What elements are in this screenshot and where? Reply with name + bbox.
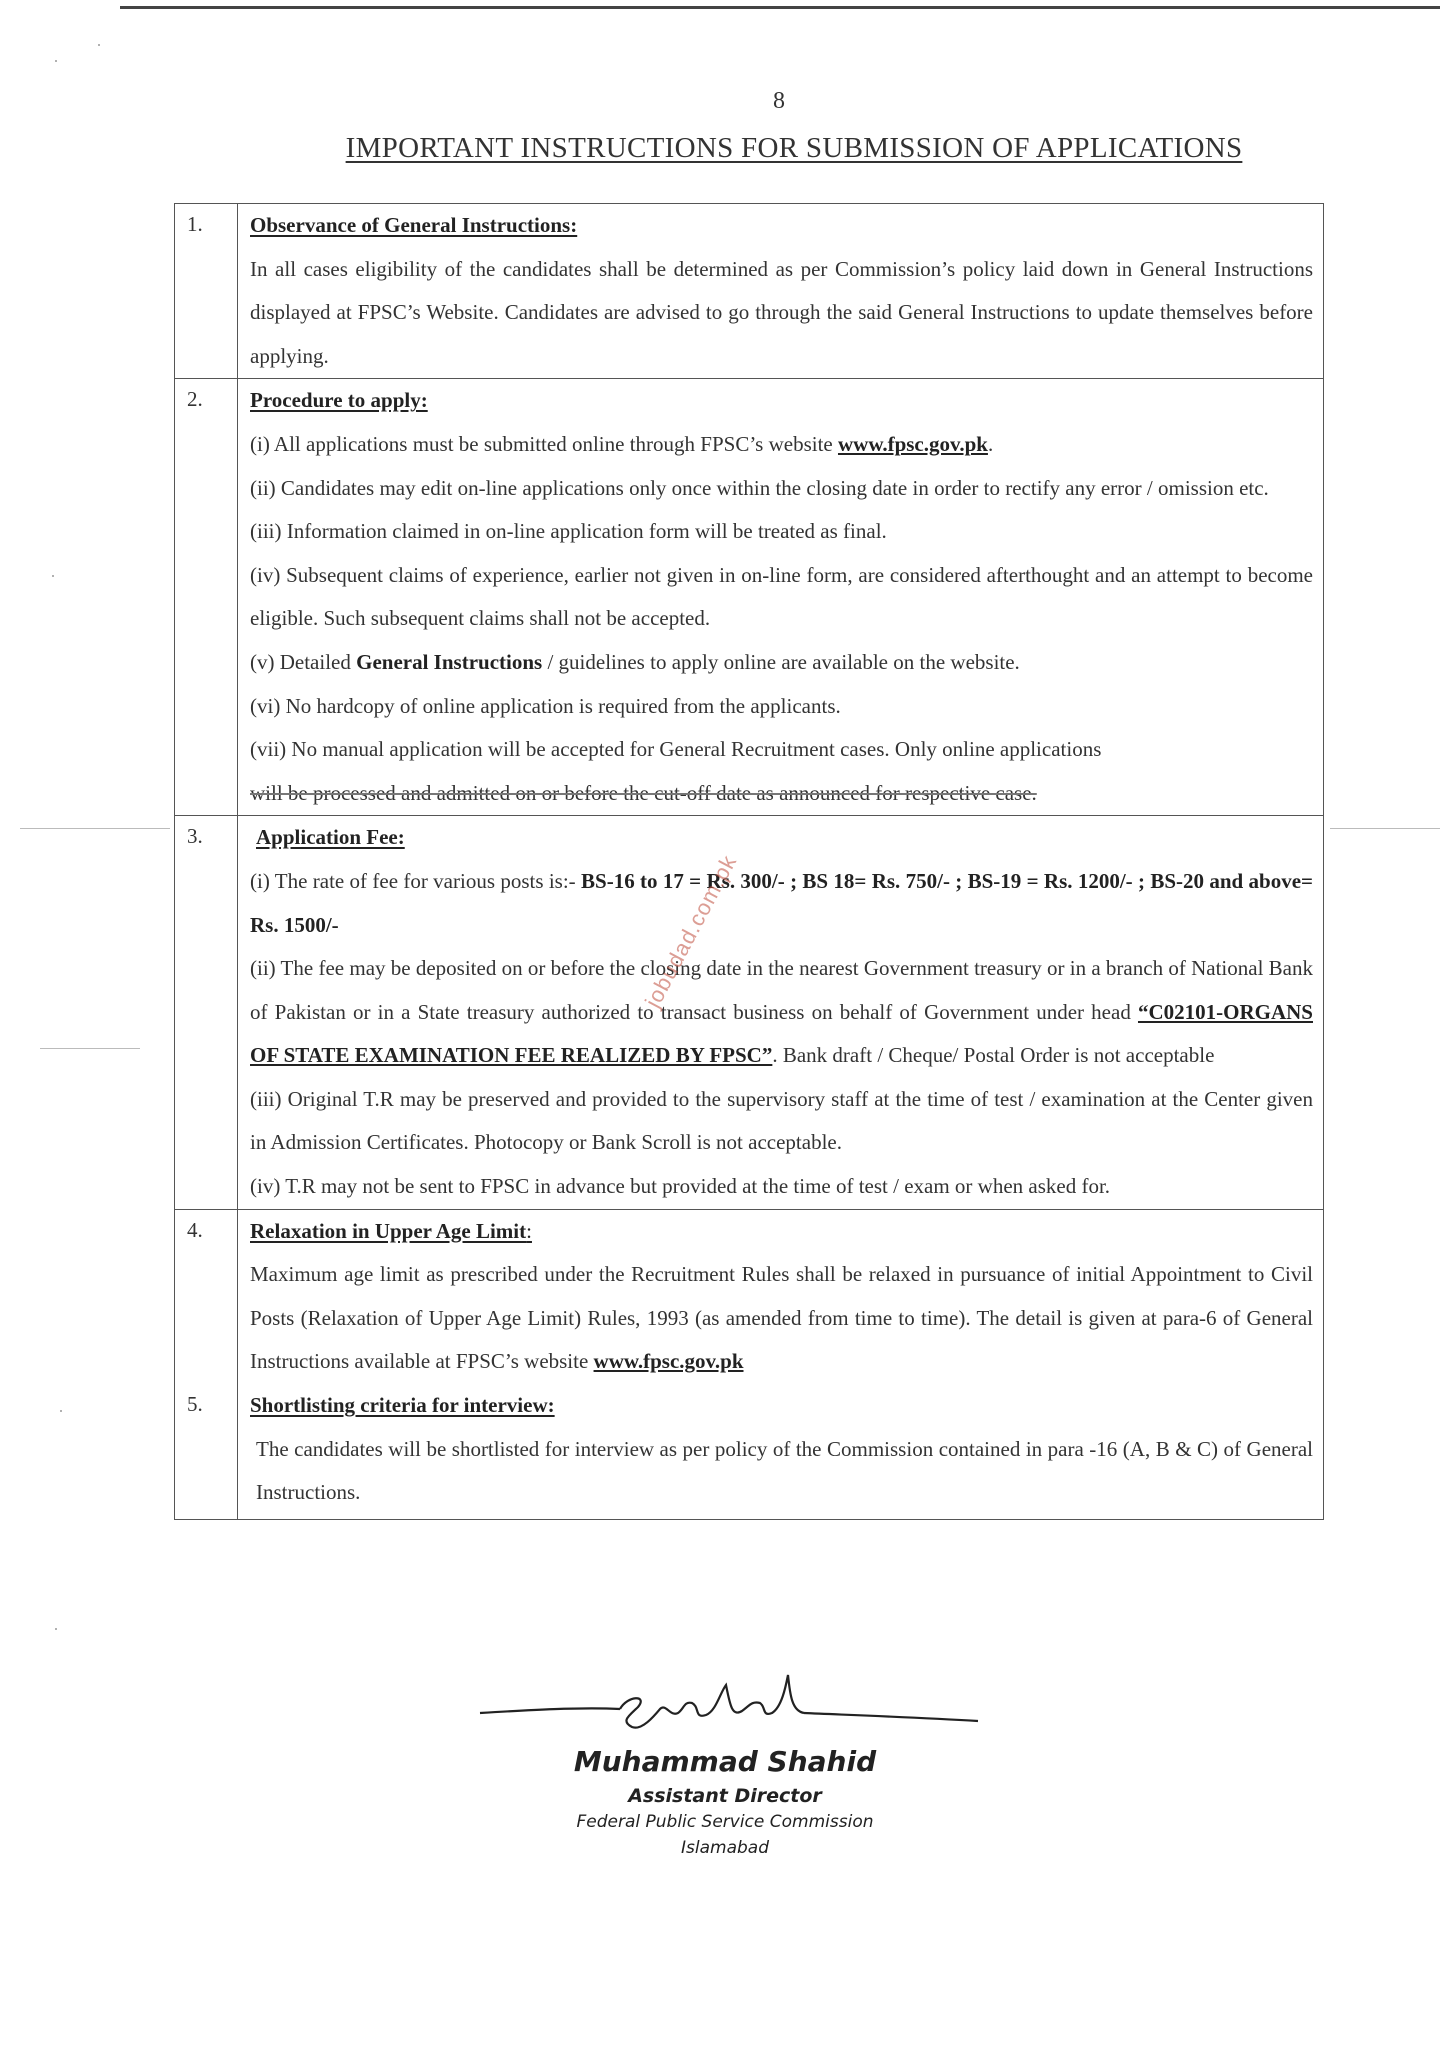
section-number: 4. [175,1209,238,1384]
section-row [175,379,1324,816]
item-text: . Bank draft / Cheque/ Postal Order is not acceptable [772,1043,1215,1068]
procedure-item: (vii) No manual application will be accepted for General Recruitment cases. Only online applications [250,737,1102,762]
account-head: “C02101-ORGANS OF STATE EXAMINATION FEE REALIZED BY FPSC” [250,999,1313,1068]
fee-item [250,947,1313,1078]
scan-speck [55,1628,57,1630]
section-body [238,816,1324,1209]
scan-artifact-line [20,828,170,829]
scan-speck [55,60,57,62]
procedure-item-struck: will be processed and admitted on or before the cut-off date as announced for respective case. [250,780,1037,805]
fee-rates: BS-16 to 17 = Rs. 300/- ; BS 18= Rs. 750/- ; BS-19 = Rs. 1200/- ; BS-20 and above= Rs. 1500/- [250,868,1314,937]
section-text [250,1253,1313,1384]
page-title: IMPORTANT INSTRUCTIONS FOR SUBMISSION OF APPLICATIONS [345,132,1243,164]
signatory-organization: Federal Public Service Commission [576,1812,874,1832]
section-heading: Application Fee: [256,825,405,850]
item-text-end: . [987,431,994,456]
procedure-item [250,641,1313,685]
scan-speck [98,44,100,46]
section-number: 1. [175,204,238,379]
item-text: Maximum age limit as prescribed under the Recruitment Rules shall be relaxed in pursuance of initial Appointment to Civil Posts (Relaxation of Upper Age Limit) Rules, 1993 (as amended from time to time). The detail is given at para-6 of General Instructions available at FPSC’s website [250,1262,1313,1374]
scan-artifact-line [1330,828,1440,829]
scan-speck [52,575,54,577]
section-text: In all cases eligibility of the candidates shall be determined as per Commission’s policy laid down in General Instructions displayed at FPSC’s Website. Candidates are advised to go through the said General Instructions to update themselves before applying. [250,256,1313,368]
section-number: 2. [175,379,238,816]
section-body [238,379,1324,816]
section-number: 3. [175,816,238,1209]
fee-item: (iv) T.R may not be sent to FPSC in advance but provided at the time of test / exam or when asked for. [250,1174,1111,1199]
fee-item [250,860,1313,947]
section-body [238,1384,1324,1519]
heading-text: Relaxation in Upper Age Limit [250,1218,527,1243]
section-row [175,1384,1324,1519]
instructions-table [174,203,1324,1520]
section-row [175,1209,1324,1384]
signatory-title: Assistant Director [628,1785,822,1807]
fee-item: (iii) Original T.R may be preserved and provided to the supervisory staff at the time of test / examination at the Center given in Admission Certificates. Photocopy or Bank Scroll is not acceptable. [250,1086,1313,1155]
scan-speck [60,1410,62,1412]
signatory-city: Islamabad [681,1838,769,1858]
section-row [175,816,1324,1209]
heading-colon: : [526,1218,532,1243]
procedure-item: (ii) Candidates may edit on-line applications only once within the closing date in order to rectify any error / omission etc. [250,475,1269,500]
handwritten-signature-icon [470,1655,990,1745]
page-number: 8 [773,88,785,114]
procedure-item: (iii) Information claimed in on-line application form will be treated as final. [250,519,887,544]
fpsc-website-link[interactable]: www.fpsc.gov.pk [593,1349,744,1374]
scan-top-edge [120,6,1440,9]
watermark-text: jobudad.com.pk [640,850,742,1012]
item-text: (i) All applications must be submitted online through FPSC’s website [250,431,838,456]
item-text: / guidelines to apply online are available on the website. [542,649,1020,674]
section-heading: Shortlisting criteria for interview: [250,1393,555,1418]
section-number: 5. [175,1384,238,1519]
item-text: (v) Detailed [250,649,357,674]
item-text: (ii) The fee may be deposited on or before the closing date in the nearest Government treasury or in a branch of National Bank of Pakistan or in a State treasury authorized to transact business on behalf of Government under head [250,956,1313,1024]
scan-artifact-line [40,1048,140,1049]
procedure-item: (vi) No hardcopy of online application is required from the applicants. [250,693,841,718]
item-text: (i) The rate of fee for various posts is:- [250,868,582,893]
signatory-name: Muhammad Shahid [573,1745,877,1778]
section-body [238,204,1324,379]
section-body [238,1209,1324,1384]
general-instructions-bold: General Instructions [356,649,543,674]
section-row [175,204,1324,379]
section-heading: Procedure to apply: [250,388,428,413]
section-heading: Observance of General Instructions: [250,213,578,237]
procedure-item: (iv) Subsequent claims of experience, earlier not given in on-line form, are considered afterthought and an attempt to become eligible. Such subsequent claims shall not be accepted. [250,562,1313,631]
section-heading [250,1210,1313,1254]
fpsc-website-link[interactable]: www.fpsc.gov.pk [837,431,988,456]
section-text: The candidates will be shortlisted for interview as per policy of the Commission contained in para -16 (A, B & C) of General Instructions. [256,1436,1313,1505]
procedure-item [250,423,1313,467]
